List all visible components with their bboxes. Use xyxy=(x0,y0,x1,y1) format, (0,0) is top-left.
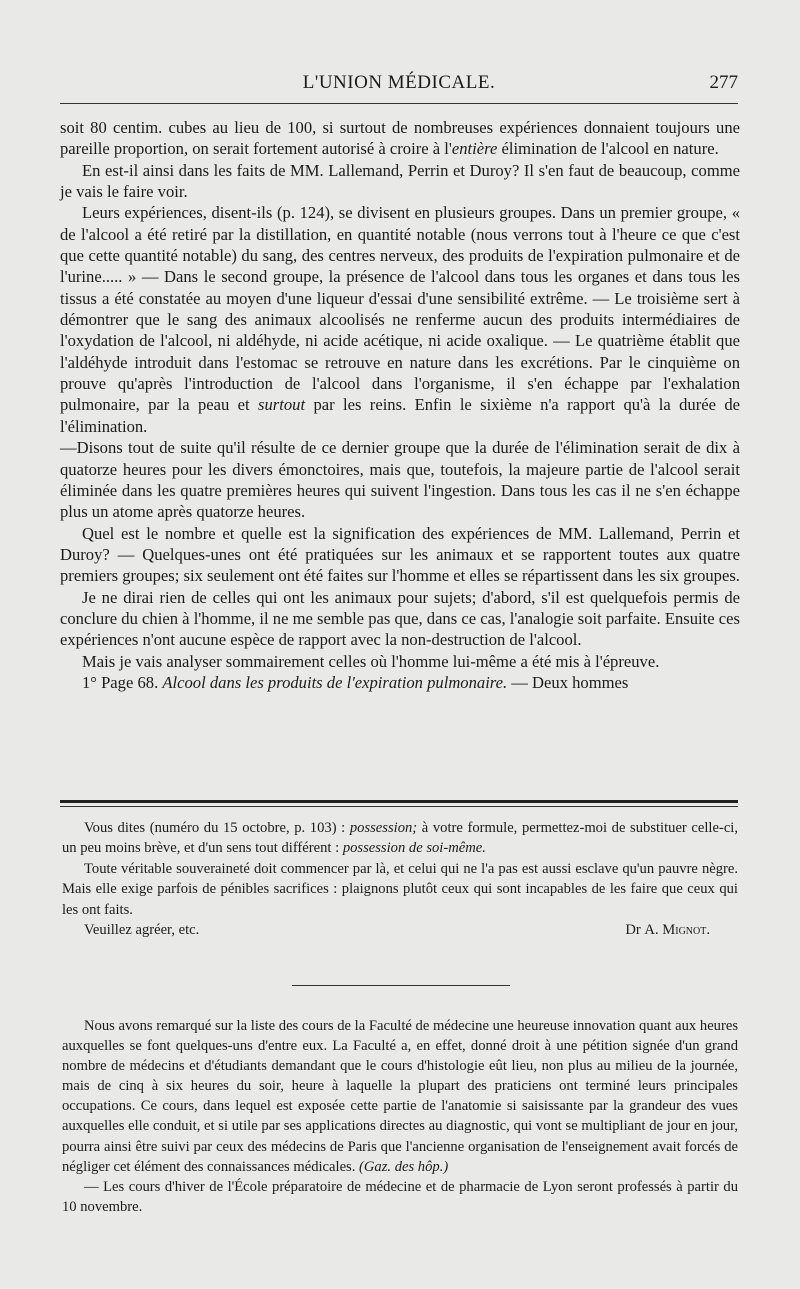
header-rule xyxy=(60,103,738,104)
paragraph: En est-il ainsi dans les faits de MM. Lallemand, Perrin et Duroy? Il s'en faut de beaucoup, comme je vais le faire voir. xyxy=(60,160,740,202)
paragraph: Vous dites (numéro du 15 octobre, p. 103) : possession; à votre formule, permettez-moi de substituer celle-ci, un peu moins brève, et d'un sens tout différent : possession de soi-même. xyxy=(62,820,738,857)
journal-title: L'UNION MÉDICALE. xyxy=(302,72,496,93)
letter-section xyxy=(62,818,738,940)
short-divider xyxy=(292,985,510,986)
paragraph: Nous avons remarqué sur la liste des cours de la Faculté de médecine une heureuse innovation quant aux heures auxquelles se font quelques-uns d'entre eux. La Faculté a, en effet, donné droit à une pétition signée d'un grand nombre de médecins et d'étudiants demandant que le cours d'histologie eût lieu, non plus au milieu de la journée, mais de cinq à six heures du soir, heure à laquelle la plupart des praticiens ont terminé leurs principales occupations. Ce cours, dans lequel est exposée cette partie de l'anatomie si saisissante par la grandeur des vues auxquelles elle conduit, et si utile par ses applications directes au diagnostic, qui vont se multipliant de jour en jour, pourra ainsi être suivi par ceux des médecins de Paris que l'ancienne organisation de l'enseignement avait forcés de négliger cet élément des connaissances médicales. (Gaz. des hôp.) xyxy=(62,1018,738,1175)
news-section xyxy=(62,1016,738,1217)
paragraph: — Les cours d'hiver de l'École préparatoire de médecine et de pharmacie de Lyon seront professés à partir du 10 novembre. xyxy=(62,1178,738,1215)
paragraph: Toute véritable souveraineté doit commencer par là, et celui qui ne l'a pas est aussi esclave qu'un pauvre nègre. Mais elle exige parfois de pénibles sacrifices : plaignons plutôt ceux qui sont incapables de les faire que ceux qui les ont faits. xyxy=(62,860,738,918)
paragraph: soit 80 centim. cubes au lieu de 100, si surtout de nombreuses expériences donnaient toujours une pareille proportion, on serait fortement autorisé à croire à l'entière élimination de l'alcool en nature. xyxy=(60,118,740,159)
article-body xyxy=(60,117,740,693)
letter-closing xyxy=(62,920,738,940)
paragraph: Je ne dirai rien de celles qui ont les animaux pour sujets; d'abord, s'il est quelquefois permis de conclure du chien à l'homme, il ne me semble pas que, dans ce cas, l'analogie soit parfaite. Ensuite ces expériences n'ont aucune espèce de rapport avec la non-destruction de l'alcool. xyxy=(60,587,740,650)
paragraph: Leurs expériences, disent-ils (p. 124), se divisent en plusieurs groupes. Dans un premier groupe, « de l'alcool a été retiré par la distillation, en quantité notable (nous verrons tout à l'heure ce que c'est que cette quantité notable) du sang, des centres nerveux, des produits de l'expiration pulmonaire et de l'urine..... » — Dans le second groupe, la présence de l'alcool dans tous les organes et dans tous les tissus a été constatée au moyen d'une liqueur d'essai d'une sensibilité extrême. — Le troisième sert à démontrer que le sang des animaux alcoolisés ne renferme aucun des produits intermédiaires de l'oxydation de l'alcool, ni aldéhyde, ni acide acétique, ni acide oxalique. — Le quatrième établit que l'aldéhyde introduit dans l'estomac se retrouve en nature dans les excrétions. Par le cinquième on prouve qu'après l'introduction de l'alcool dans l'organisme, il s'en échappe par l'exhalation pulmonaire, par la peau et surtout par les reins. Enfin le sixième n'a rapport qu'à la durée de l'élimination. xyxy=(60,203,741,436)
paragraph: Mais je vais analyser sommairement celles où l'homme lui-même a été mis à l'épreuve. xyxy=(82,651,660,671)
paragraph: Quel est le nombre et quelle est la signification des expériences de MM. Lallemand, Perrin et Duroy? — Quelques-unes ont été pratiquées sur les animaux et se rapportent toutes aux quatre premiers groupes; six seulement ont été faites sur l'homme et elles se répartissent dans les six groupes. xyxy=(60,523,740,586)
running-header xyxy=(60,72,738,102)
closing-formula: Veuillez agréer, etc. xyxy=(84,922,200,939)
paragraph: 1° Page 68. Alcool dans les produits de l'expiration pulmonaire. — Deux hommes xyxy=(82,672,629,692)
signature: Dr A. Mignot. xyxy=(625,922,710,939)
page-number: 277 xyxy=(709,72,738,93)
section-divider xyxy=(60,800,738,807)
paragraph: —Disons tout de suite qu'il résulte de ce dernier groupe que la durée de l'élimination serait de dix à quatorze heures pour les divers émonctoires, mais que, toutefois, la majeure partie de l'alcool serait éliminée dans les quatre premières heures qui suivent l'ingestion. Dans tous les cas il ne s'en échappe plus un atome après quatorze heures. xyxy=(60,438,740,522)
